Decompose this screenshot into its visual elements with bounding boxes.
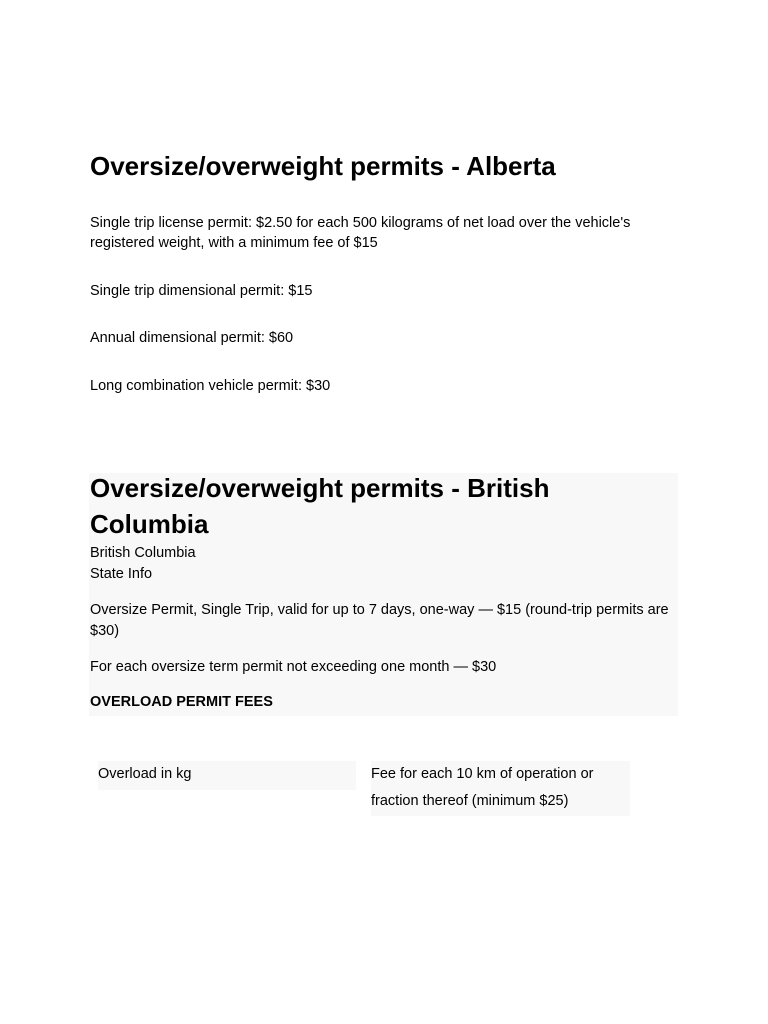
- alberta-item-long-combination: Long combination vehicle permit: $30: [90, 378, 331, 394]
- bc-overload-fees-heading: OVERLOAD PERMIT FEES: [90, 694, 273, 710]
- bc-subtitle-province: British Columbia: [90, 545, 196, 561]
- bc-oversize-term-permit: For each oversize term permit not exceeding one month — $30: [90, 659, 497, 675]
- alberta-item-single-trip-license: Single trip license permit: $2.50 for each 500 kilograms of net load over the vehicle's registered weight, with a minimum fee of $15: [90, 215, 631, 251]
- bc-subtitle-state-info: State Info: [90, 566, 153, 582]
- table-header-fee-label: Fee for each 10 km of operation or fraction thereof (minimum $25): [371, 766, 594, 809]
- british-columbia-heading: Oversize/overweight permits - British Columbia: [90, 473, 550, 539]
- alberta-heading: Oversize/overweight permits - Alberta: [90, 151, 556, 181]
- bc-oversize-single-trip: Oversize Permit, Single Trip, valid for up to 7 days, one-way — $15 (round-trip permits are $30): [90, 602, 669, 639]
- table-header-overload-kg-label: Overload in kg: [98, 766, 192, 782]
- table-header-fee: [371, 761, 630, 816]
- table-header-overload-kg: [98, 761, 356, 790]
- alberta-item-annual-dimensional: Annual dimensional permit: $60: [90, 330, 294, 346]
- alberta-item-single-trip-dimensional: Single trip dimensional permit: $15: [90, 283, 313, 299]
